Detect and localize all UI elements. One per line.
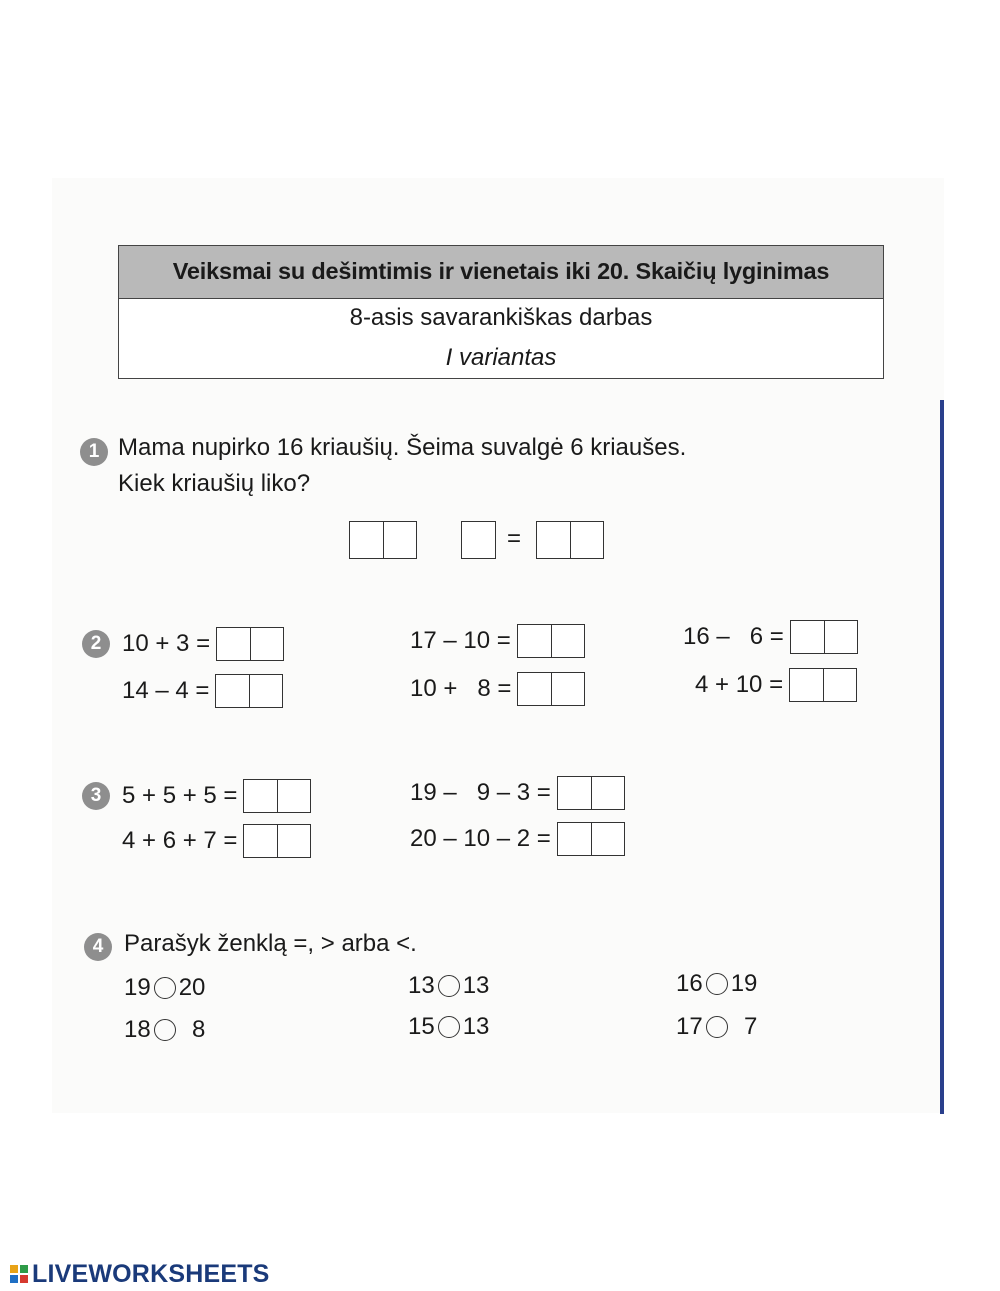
task4-left-number: 15: [408, 1013, 435, 1040]
task4-comparison: [408, 1010, 489, 1044]
task4-comparison: [676, 967, 757, 1001]
task-number-2: 2: [82, 630, 110, 658]
worksheet-subtitle: 8-asis savarankiškas darbas: [349, 304, 653, 331]
task4-sign-circle[interactable]: [438, 1016, 460, 1038]
task4-left-number: 17: [676, 1013, 703, 1040]
liveworksheets-logo-icon: [10, 1265, 28, 1283]
task4-instruction: Parašyk ženklą =, > arba <.: [124, 930, 417, 957]
task3-item: [410, 775, 625, 811]
task2-expression: 10 + 8 =: [410, 675, 512, 702]
task4-left-number: 13: [408, 972, 435, 999]
task-number-1: 1: [80, 438, 108, 466]
logo-square-tl: [10, 1265, 18, 1273]
task3-answer-box[interactable]: [243, 824, 311, 858]
task1-text-line2: Kiek kriaušių liko?: [118, 470, 311, 497]
task3-answer-box[interactable]: [557, 822, 625, 856]
task3-item: [122, 823, 311, 859]
task2-answer-box[interactable]: [790, 620, 858, 654]
task4-right-number: 8: [178, 1016, 206, 1043]
task2-item: [695, 667, 857, 703]
task3-answer-box[interactable]: [557, 776, 625, 810]
liveworksheets-logo-text: LIVEWORKSHEETS: [32, 1259, 270, 1288]
task4-comparison: [124, 971, 205, 1005]
task2-answer-box[interactable]: [517, 672, 585, 706]
task1-answer-box-minuend[interactable]: [349, 521, 417, 559]
task4-right-number: 20: [178, 974, 206, 1001]
task4-left-number: 18: [124, 1016, 151, 1043]
task3-expression: 5 + 5 + 5 =: [122, 782, 238, 809]
task2-answer-box[interactable]: [517, 624, 585, 658]
task4-right-number: 13: [462, 972, 490, 999]
logo-square-br: [20, 1275, 28, 1283]
task3-item: [122, 778, 311, 814]
task4-left-number: 16: [676, 970, 703, 997]
task4-sign-circle[interactable]: [706, 973, 728, 995]
task4-right-number: 7: [730, 1013, 758, 1040]
logo-square-tr: [20, 1265, 28, 1273]
task2-item: [410, 623, 585, 659]
task3-answer-box[interactable]: [243, 779, 311, 813]
task2-item: [683, 619, 858, 655]
liveworksheets-logo[interactable]: [10, 1259, 270, 1289]
task4-sign-circle[interactable]: [154, 1019, 176, 1041]
worksheet-variant: I variantas: [445, 344, 557, 371]
logo-square-bl: [10, 1275, 18, 1283]
task4-left-number: 19: [124, 974, 151, 1001]
task4-comparison: [676, 1010, 757, 1044]
task3-expression: 19 – 9 – 3 =: [410, 779, 551, 806]
task2-answer-box[interactable]: [215, 674, 283, 708]
task3-expression: 4 + 6 + 7 =: [122, 827, 238, 854]
task3-item: [410, 821, 625, 857]
task2-item: [410, 671, 585, 707]
task2-expression: 14 – 4 =: [122, 677, 210, 704]
task-number-3: 3: [82, 782, 110, 810]
task4-sign-circle[interactable]: [438, 975, 460, 997]
worksheet-title: Veiksmai su dešimtimis ir vienetais iki 20. Skaičių lyginimas: [119, 246, 883, 299]
task2-item: [122, 626, 284, 662]
task2-expression: 10 + 3 =: [122, 630, 211, 657]
task2-item: [122, 673, 283, 709]
task2-expression: 17 – 10 =: [410, 627, 511, 654]
task1-answer-box-subtrahend[interactable]: [461, 521, 496, 559]
task4-right-number: 19: [730, 970, 758, 997]
task2-answer-box[interactable]: [216, 627, 284, 661]
task1-answer-box-result[interactable]: [536, 521, 604, 559]
task4-sign-circle[interactable]: [706, 1016, 728, 1038]
page-edge: [940, 400, 944, 1114]
task1-text-line1: Mama nupirko 16 kriaušių. Šeima suvalgė 6 kriaušes.: [118, 434, 687, 461]
task4-comparison: [124, 1013, 205, 1047]
task3-expression: 20 – 10 – 2 =: [410, 825, 551, 852]
task2-expression: 4 + 10 =: [695, 671, 784, 698]
task4-sign-circle[interactable]: [154, 977, 176, 999]
task1-equals: =: [507, 525, 522, 552]
task2-expression: 16 – 6 =: [683, 623, 784, 650]
task-number-4: 4: [84, 933, 112, 961]
task4-right-number: 13: [462, 1013, 490, 1040]
header-box: [118, 245, 884, 379]
task4-comparison: [408, 969, 489, 1003]
task2-answer-box[interactable]: [789, 668, 857, 702]
